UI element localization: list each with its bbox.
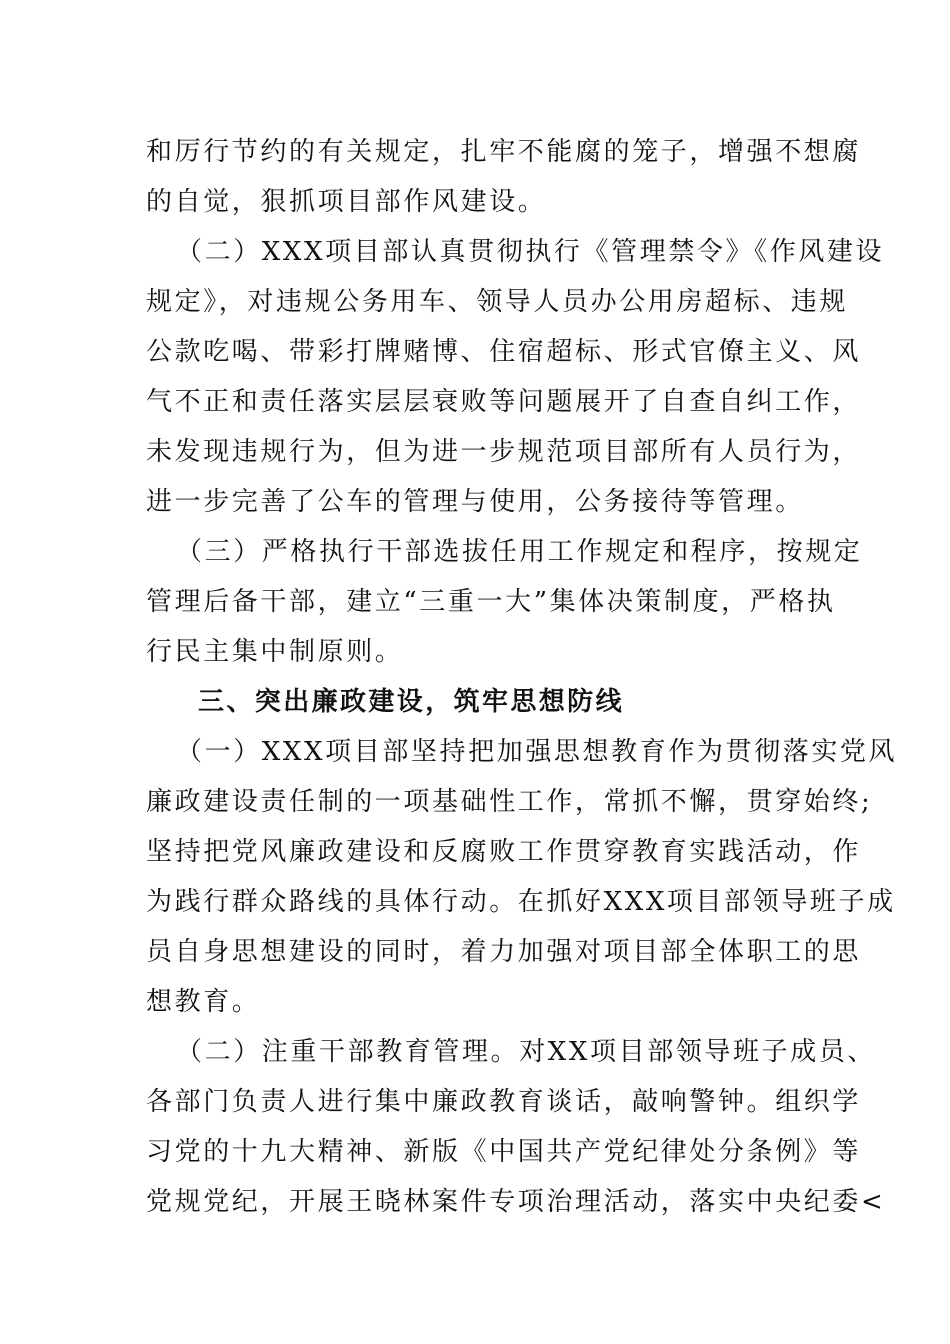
section-heading: 三、突出廉政建设，筑牢思想防线 bbox=[198, 687, 625, 717]
paragraph-line: 党规党纪，开展王晓林案件专项治理活动，落实中央纪委< bbox=[146, 1187, 886, 1217]
paragraph-line: 的自觉，狠抓项目部作风建设。 bbox=[146, 187, 547, 217]
paragraph-line: 员自身思想建设的同时，着力加强对项目部全体职工的思 bbox=[146, 937, 862, 967]
paragraph-line: （二）注重干部教育管理。对XX项目部领导班子成员、 bbox=[176, 1037, 877, 1067]
paragraph-line: 气不正和责任落实层层衰败等问题展开了自查自纠工作， bbox=[146, 387, 862, 417]
paragraph-line: （一）XXX项目部坚持把加强思想教育作为贯彻落实党风 bbox=[176, 737, 898, 767]
paragraph-line: 各部门负责人进行集中廉政教育谈话，敲响警钟。组织学 bbox=[146, 1087, 862, 1117]
paragraph-line: 习党的十九大精神、新版《中国共产党纪律处分条例》等 bbox=[146, 1137, 862, 1167]
paragraph-line: 坚持把党风廉政建设和反腐败工作贯穿教育实践活动，作 bbox=[146, 837, 862, 867]
paragraph-line: 廉政建设责任制的一项基础性工作，常抓不懈，贯穿始终; bbox=[146, 787, 873, 817]
paragraph-line: （三）严格执行干部选拔任用工作规定和程序，按规定 bbox=[176, 537, 863, 567]
paragraph-line: （二）XXX项目部认真贯彻执行《管理禁令》《作风建设 bbox=[176, 237, 885, 267]
paragraph-line: 公款吃喝、带彩打牌赌博、住宿超标、形式官僚主义、风 bbox=[146, 337, 862, 367]
paragraph-line: 管理后备干部，建立“三重一大”集体决策制度，严格执 bbox=[146, 587, 836, 617]
paragraph-line: 行民主集中制原则。 bbox=[146, 637, 404, 667]
paragraph-line: 规定》，对违规公务用车、领导人员办公用房超标、违规 bbox=[146, 287, 849, 317]
paragraph-line: 为践行群众路线的具体行动。在抓好XXX项目部领导班子成 bbox=[146, 887, 896, 917]
paragraph-line: 想教育。 bbox=[146, 987, 261, 1017]
paragraph-line: 未发现违规行为，但为进一步规范项目部所有人员行为， bbox=[146, 437, 862, 467]
paragraph-line: 和厉行节约的有关规定，扎牢不能腐的笼子，增强不想腐 bbox=[146, 137, 862, 167]
paragraph-line: 进一步完善了公车的管理与使用，公务接待等管理。 bbox=[146, 487, 804, 517]
